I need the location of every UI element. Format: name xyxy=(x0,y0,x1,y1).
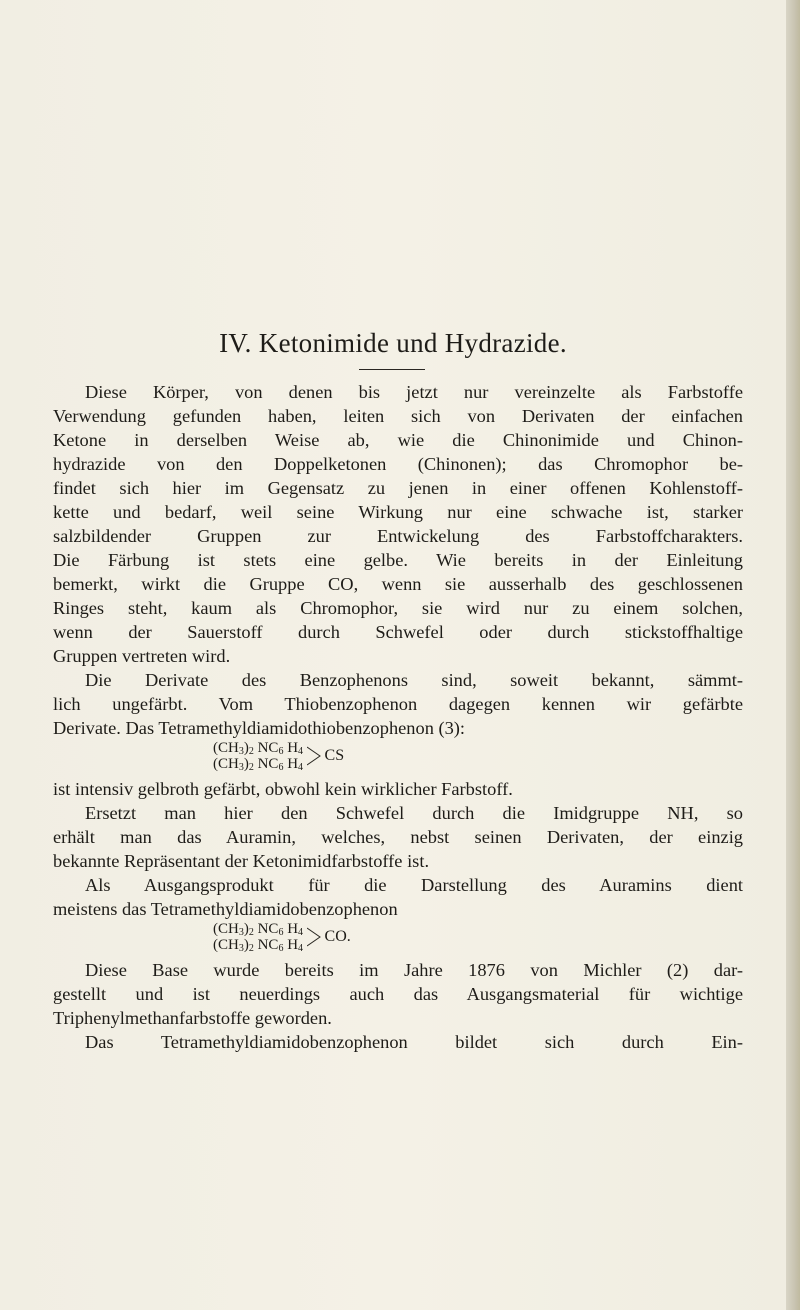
text-line: meistens das Tetramethyldiamidobenzophenon xyxy=(53,899,398,919)
formula-line: $(CH_3)_2$ $NC_6$ $H_4$ xyxy=(213,756,304,773)
text-line: Gruppen vertreten wird. xyxy=(53,646,231,666)
text-line: Diese Körper, von denen bis jetzt nur vereinzelte als Farbstoffe xyxy=(85,382,743,402)
formula-bracket xyxy=(307,741,321,771)
text-line: Diese Base wurde bereits im Jahre 1876 von Michler (2) dar- xyxy=(85,960,743,980)
text-line: Ketone in derselben Weise ab, wie die Chinonimide und Chinon- xyxy=(53,430,743,450)
text-line: Das Tetramethyldiamidobenzophenon bildet sich durch Ein- xyxy=(85,1032,743,1052)
text-line: salzbildender Gruppen zur Entwickelung des Farbstoffcharakters. xyxy=(53,526,743,546)
text-line: Derivate. Das Tetramethyldiamidothiobenzophenon (3): xyxy=(53,718,466,738)
text-line: Als Ausgangsprodukt für die Darstellung des Auramins dient xyxy=(85,875,743,895)
text-line: Ringes steht, kaum als Chromophor, sie wird nur zu einem solchen, xyxy=(53,598,743,618)
text-line: Verwendung gefunden haben, leiten sich von Derivaten der einfachen xyxy=(53,406,743,426)
text-line: erhält man das Auramin, welches, nebst seinen Derivaten, der einzig xyxy=(53,827,743,847)
text-line: ist intensiv gelbroth gefärbt, obwohl kein wirklicher Farbstoff. xyxy=(53,779,513,799)
paragraph-5 xyxy=(53,873,743,921)
text-line: bemerkt, wirkt die Gruppe CO, wenn sie ausserhalb des geschlossenen xyxy=(53,574,743,594)
text-line: kette und bedarf, weil seine Wirkung nur eine schwache ist, starker xyxy=(53,502,743,522)
text-line: lich ungefärbt. Vom Thiobenzophenon dagegen kennen wir gefärbte xyxy=(53,694,743,714)
text-line: bekannte Repräsentant der Ketonimidfarbstoffe ist. xyxy=(53,851,430,871)
paragraph-6 xyxy=(53,958,743,1030)
formula-line: $(CH_3)_2$ $NC_6$ $H_4$ xyxy=(213,937,304,954)
formula-benzophenon xyxy=(213,921,351,953)
paragraph-4 xyxy=(53,801,743,873)
text-line: Triphenylmethanfarbstoffe geworden. xyxy=(53,1008,332,1028)
paragraph-7 xyxy=(53,1030,743,1054)
heading-rule xyxy=(359,369,425,370)
formula-line: $(CH_3)_2$ $NC_6$ $H_4$ xyxy=(213,740,304,757)
paragraph-2 xyxy=(53,668,743,740)
text-line: findet sich hier im Gegensatz zu jenen in einer offenen Kohlenstoff- xyxy=(53,478,743,498)
text-line: wenn der Sauerstoff durch Schwefel oder durch stickstoffhaltige xyxy=(53,622,743,642)
formula-suffix: CS xyxy=(324,747,345,764)
page-edge xyxy=(786,0,800,1310)
text-line: Ersetzt man hier den Schwefel durch die Imidgruppe NH, so xyxy=(85,803,743,823)
formula-line: $(CH_3)_2$ $NC_6$ $H_4$ xyxy=(213,921,304,938)
text-line: Die Färbung ist stets eine gelbe. Wie bereits in der Einleitung xyxy=(53,550,743,570)
formula-bracket xyxy=(307,922,321,952)
section-heading: IV. Ketonimide und Hydrazide. xyxy=(219,328,567,358)
formula-thiobenzophenon xyxy=(213,740,344,772)
text-line: hydrazide von den Doppelketonen (Chinonen); das Chromophor be- xyxy=(53,454,743,474)
paragraph-3 xyxy=(53,777,743,801)
text-line: Die Derivate des Benzophenons sind, soweit bekannt, sämmt- xyxy=(85,670,743,690)
formula-suffix: CO. xyxy=(324,928,351,945)
text-line: gestellt und ist neuerdings auch das Ausgangsmaterial für wichtige xyxy=(53,984,743,1004)
paragraph-1 xyxy=(53,380,743,668)
